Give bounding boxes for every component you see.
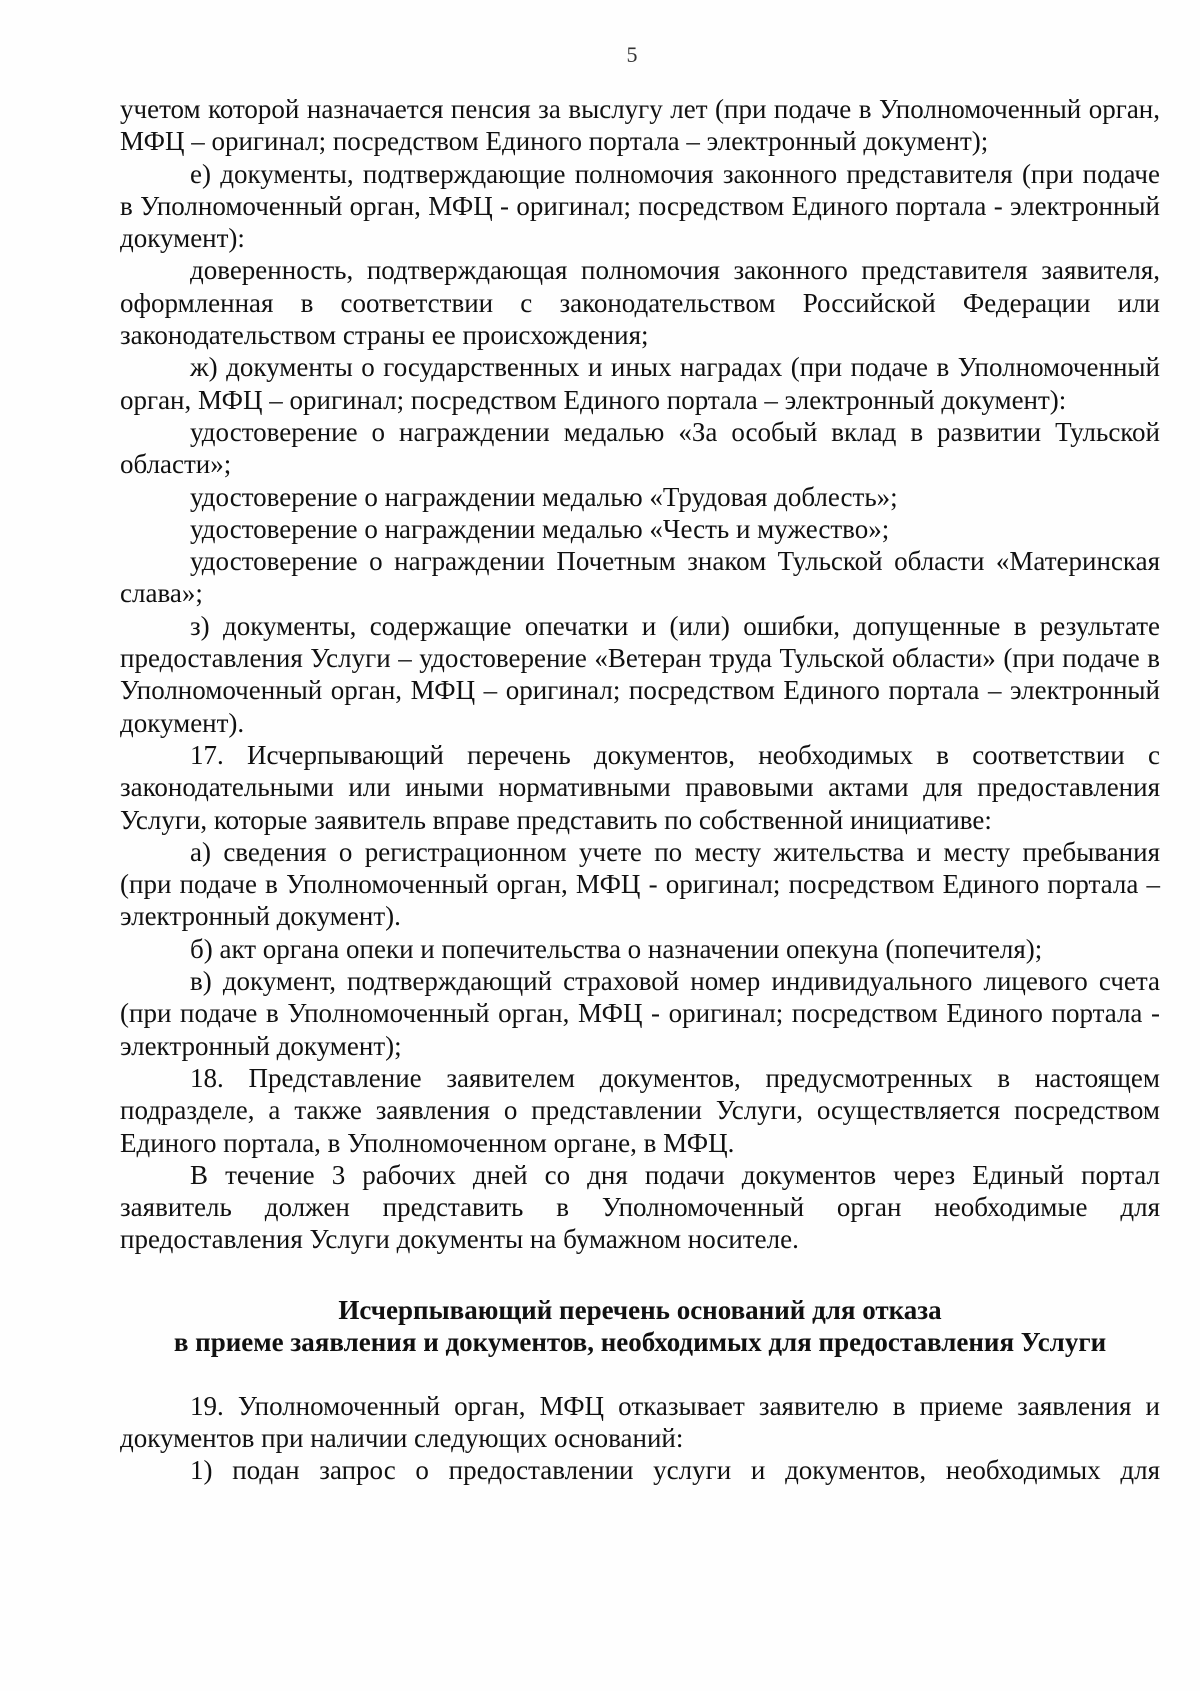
paragraph-section-18: 18. Представление заявителем документов, предусмотренных в настоящем подразделе, а также заявления о представлении Услуги, осуществляется посредством Единого портала, в Уполномоченном органе, в МФЦ. bbox=[120, 1062, 1160, 1158]
paragraph-badge-maternal-glory: удостоверение о награждении Почетным знаком Тульской области «Материнская слава»; bbox=[120, 546, 1160, 609]
paragraph-item-a-registration: а) сведения о регистрационном учете по месту жительства и месту пребывания (при подаче в Уполномоченный орган, МФЦ - оригинал; посредством Единого портала – электронный документ). bbox=[120, 836, 1160, 932]
paragraph-item-e-representative-docs: е) документы, подтверждающие полномочия законного представителя (при подаче в Уполномоченный орган, МФЦ - оригинал; посредством Единого портала - электронный документ): bbox=[120, 158, 1160, 254]
paragraph-medal-honor-courage: удостоверение о награждении медалью «Честь и мужество»; bbox=[190, 513, 890, 544]
page-body bbox=[120, 93, 1160, 1487]
paragraph-medal-special-contribution: удостоверение о награждении медалью «За особый вклад в развитии Тульской области»; bbox=[120, 416, 1160, 480]
paragraph-item-1-request: 1) подан запрос о предоставлении услуги и документов, необходимых для bbox=[190, 1455, 1160, 1486]
paragraph-item-z-errors: з) документы, содержащие опечатки и (или) ошибки, допущенные в результате предоставления Услуги – удостоверение «Ветеран труда Тульской области» (при подаче в Уполномоченный орган, МФЦ – оригинал; посредством Единого портала – электронный документ). bbox=[120, 610, 1160, 738]
section-heading bbox=[120, 1294, 1160, 1358]
section-heading-line-1: Исчерпывающий перечень оснований для отказа bbox=[338, 1294, 942, 1325]
paragraph-section-19: 19. Уполномоченный орган, МФЦ отказывает заявителю в приеме заявления и документов при наличии следующих оснований: bbox=[120, 1390, 1160, 1453]
page-number: 5 bbox=[626, 42, 638, 67]
paragraph-item-zh-awards: ж) документы о государственных и иных наградах (при подаче в Уполномоченный орган, МФЦ – оригинал; посредством Единого портала – электронный документ): bbox=[120, 352, 1160, 415]
paragraph-item-v-insurance-number: в) документ, подтверждающий страховой номер индивидуального лицевого счета (при подаче в Уполномоченный орган, МФЦ - оригинал; посредством Единого портала - электронный документ); bbox=[120, 966, 1160, 1061]
paragraph-power-of-attorney: доверенность, подтверждающая полномочия законного представителя заявителя, оформленная в соответствии с законодательством Российской Федерации или законодательством страны ее происхождения; bbox=[120, 255, 1160, 351]
section-heading-line-2: в приеме заявления и документов, необходимых для предоставления Услуги bbox=[173, 1326, 1107, 1357]
paragraph-paper-submission: В течение 3 рабочих дней со дня подачи документов через Единый портал заявитель должен представить в Уполномоченный орган необходимые для предоставления Услуги документы на бумажном носителе. bbox=[120, 1159, 1160, 1255]
paragraph-section-17: 17. Исчерпывающий перечень документов, необходимых в соответствии с законодательными или иными нормативными правовыми актами для предоставления Услуги, которые заявитель вправе представить по собственной инициативе: bbox=[120, 739, 1160, 835]
paragraph-item-b-guardianship: б) акт органа опеки и попечительства о назначении опекуна (попечителя); bbox=[190, 933, 1043, 964]
paragraph-pension-continuation: учетом которой назначается пенсия за выслугу лет (при подаче в Уполномоченный орган, МФЦ – оригинал; посредством Единого портала – электронный документ); bbox=[120, 94, 1160, 157]
paragraph-medal-labor-valor: удостоверение о награждении медалью «Трудовая доблесть»; bbox=[190, 481, 898, 512]
